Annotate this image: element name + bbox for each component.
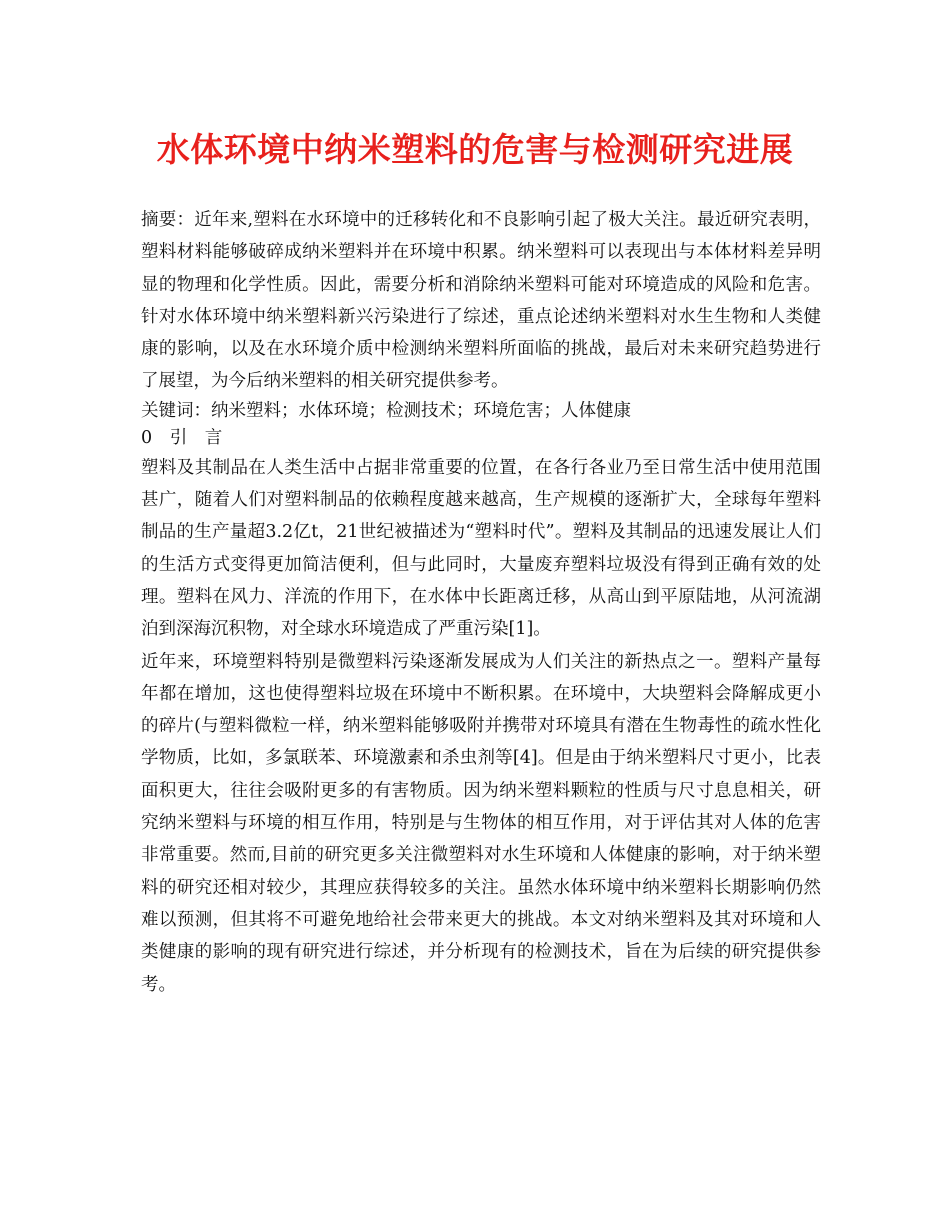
body-paragraph: 塑料及其制品在人类生活中占据非常重要的位置，在各行各业乃至日常生活中使用范围甚广，随着人们对塑料制品的依赖程度越来越高，生产规模的逐渐扩大，全球每年塑料制品的生产量超3.2亿t，21世纪被描述为“塑料时代”。塑料及其制品的迅速发展让人们的生活方式变得更加简洁便利，但与此同时，大量废弃塑料垃圾没有得到正确有效的处理。塑料在风力、洋流的作用下，在水体中长距离迁移，从高山到平原陆地，从河流湖泊到深海沉积物，对全球水环境造成了严重污染[1]。 [141,457,821,640]
body-paragraph: 近年来，环境塑料特别是微塑料污染逐渐发展成为人们关注的新热点之一。塑料产量每年都在增加，这也使得塑料垃圾在环境中不断积累。在环境中，大块塑料会降解成更小的碎片(与塑料微粒一样，纳米塑料能够吸附并携带对环境具有潜在生物毒性的疏水性化学物质，比如，多氯联苯、环境激素和杀虫剂等[4]。但是由于纳米塑料尺寸更小，比表面积更大，往往会吸附更多的有害物质。因为纳米塑料颗粒的性质与尺寸息息相关，研究纳米塑料与环境的相互作用，特别是与生物体的相互作用，对于评估其对人体的危害非常重要。然而,目前的研究更多关注微塑料对水生环境和人体健康的影响，对于纳米塑料的研究还相对较少，其理应获得较多的关注。虽然水体环境中纳米塑料长期影响仍然难以预测，但其将不可避免地给社会带来更大的挑战。本文对纳米塑料及其对环境和人类健康的影响的现有研究进行综述，并分析现有的检测技术，旨在为后续的研究提供参考。 [141,651,821,995]
keywords-line: 关键词：纳米塑料；水体环境；检测技术；环境危害；人体健康 [141,400,631,421]
document-title: 水体环境中纳米塑料的危害与检测研究进展 [156,130,794,169]
abstract-paragraph: 摘要：近年来,塑料在水环境中的迁移转化和不良影响引起了极大关注。最近研究表明，塑料材料能够破碎成纳米塑料并在环境中积累。纳米塑料可以表现出与本体材料差异明显的物理和化学性质。因此，需要分析和消除纳米塑料可能对环境造成的风险和危害。针对水体环境中纳米塑料新兴污染进行了综述，重点论述纳米塑料对水生生物和人类健康的影响，以及在水环境介质中检测纳米塑料所面临的挑战，最后对未来研究趋势进行了展望，为今后纳米塑料的相关研究提供参考。 [141,210,821,392]
section-heading: 0 引 言 [141,427,229,448]
document-body [141,204,821,1001]
